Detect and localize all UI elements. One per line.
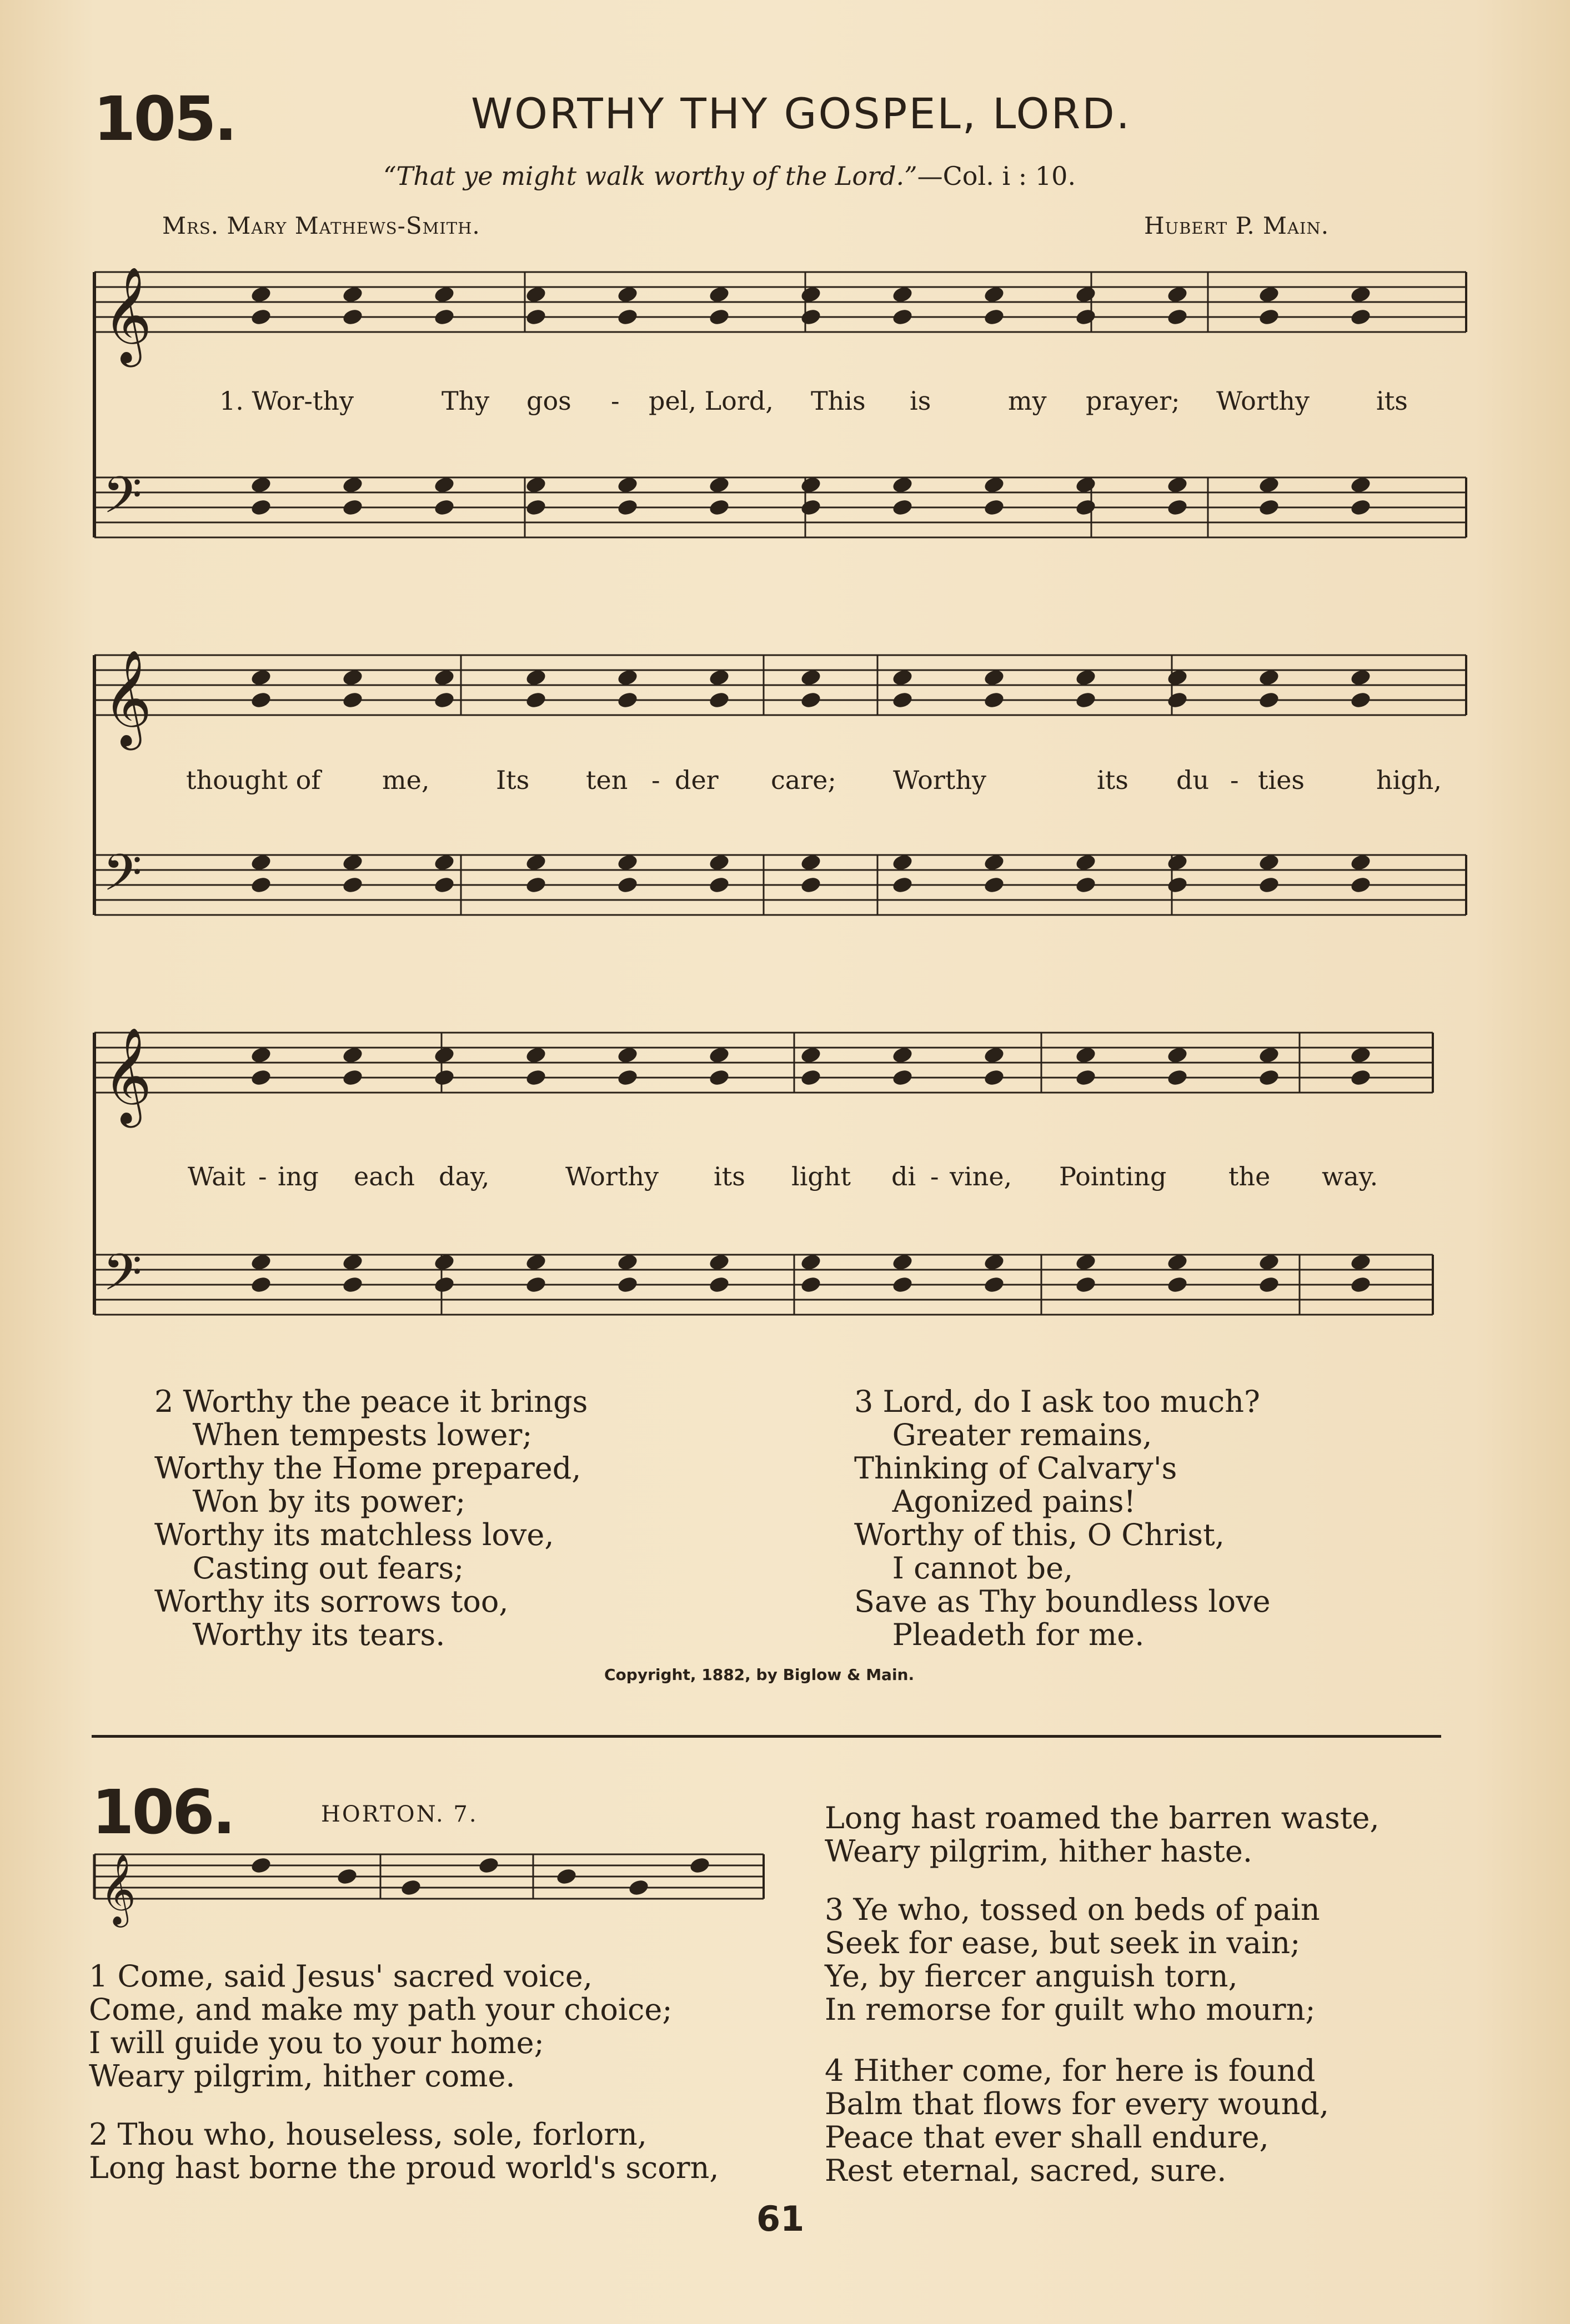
- note-head: [1166, 1275, 1188, 1294]
- note-head: [525, 853, 547, 872]
- note-head: [1166, 1252, 1188, 1271]
- lyric-word: Worthy: [893, 765, 986, 795]
- note-head: [342, 1068, 364, 1087]
- lyric-word: ten: [586, 765, 628, 795]
- note-head: [555, 1867, 578, 1886]
- lyric-word: -: [651, 765, 660, 795]
- note-head: [250, 876, 272, 894]
- clef-glyph: 𝄢: [103, 466, 142, 537]
- lyric-word: This: [811, 386, 866, 416]
- clef-glyph: 𝄞: [100, 1853, 137, 1924]
- hymn-106-verse-2: 2 Thou who, houseless, sole, forlorn, Long hast borne the proud world's scorn,: [89, 2117, 719, 2185]
- hymn-105-title: WORTHY THY GOSPEL, LORD.: [471, 89, 1131, 138]
- note-head: [250, 668, 272, 687]
- note-head: [983, 876, 1005, 894]
- note-head: [1166, 1068, 1188, 1087]
- note-head: [800, 475, 822, 494]
- lyric-word: Thy: [442, 386, 490, 416]
- note-head: [616, 1252, 639, 1271]
- note-head: [1075, 1068, 1097, 1087]
- note-head: [983, 668, 1005, 687]
- note-head: [983, 1275, 1005, 1294]
- note-head: [1258, 668, 1280, 687]
- lyric-word: -: [611, 386, 620, 416]
- note-head: [1350, 498, 1372, 517]
- note-head: [708, 853, 730, 872]
- note-head: [983, 1045, 1005, 1064]
- note-head: [1350, 1068, 1372, 1087]
- note-head: [800, 853, 822, 872]
- copyright-notice: Copyright, 1882, by Biglow & Main.: [604, 1666, 915, 1684]
- hymn-106-verse-4: 4 Hither come, for here is found Balm that flows for every wound, Peace that ever shall endure, Rest eternal, sacred, sure.: [825, 2053, 1330, 2188]
- note-head: [1075, 1275, 1097, 1294]
- note-head: [891, 691, 914, 710]
- note-head: [1350, 1275, 1372, 1294]
- note-head: [891, 308, 914, 326]
- section-divider: [92, 1735, 1441, 1738]
- note-head: [800, 876, 822, 894]
- note-head: [800, 668, 822, 687]
- hymn-106-verse-3: 3 Ye who, tossed on beds of pain Seek for ease, but seek in vain; Ye, by fiercer anguish torn, In remorse for guilt who mourn;: [825, 1892, 1320, 2027]
- note-head: [433, 498, 455, 517]
- hymn-105-author: Mrs. Mary Mathews-Smith.: [162, 212, 480, 239]
- note-head: [250, 1068, 272, 1087]
- hymn-105-verse-3: 3 Lord, do I ask too much? Greater remains, Thinking of Calvary's Agonized pains! Worthy of this, O Christ, I cannot be, Save as Thy boundless love Pleadeth for me.: [854, 1384, 1271, 1652]
- lyric-word: Worthy: [1216, 386, 1310, 416]
- note-head: [708, 1252, 730, 1271]
- note-head: [1166, 308, 1188, 326]
- note-head: [616, 1045, 639, 1064]
- lyric-word: each: [354, 1161, 415, 1191]
- hymn-106-number: 106.: [92, 1777, 234, 1848]
- note-head: [800, 285, 822, 304]
- note-head: [891, 498, 914, 517]
- note-head: [983, 475, 1005, 494]
- note-head: [891, 475, 914, 494]
- note-head: [616, 308, 639, 326]
- note-head: [616, 1068, 639, 1087]
- note-head: [983, 1252, 1005, 1271]
- note-head: [1350, 876, 1372, 894]
- hymn-106-verse-1: 1 Come, said Jesus' sacred voice, Come, and make my path your choice; I will guide you to your home; Weary pilgrim, hither come.: [89, 1959, 673, 2094]
- note-head: [525, 475, 547, 494]
- note-head: [342, 853, 364, 872]
- note-head: [1258, 876, 1280, 894]
- lyric-word: Wait: [188, 1161, 245, 1191]
- lyric-word: is: [910, 386, 931, 416]
- lyric-word: prayer;: [1086, 386, 1180, 416]
- note-head: [1075, 475, 1097, 494]
- note-head: [1258, 853, 1280, 872]
- note-head: [433, 853, 455, 872]
- note-head: [1166, 876, 1188, 894]
- note-head: [800, 691, 822, 710]
- note-head: [1166, 668, 1188, 687]
- note-head: [800, 1068, 822, 1087]
- note-head: [1350, 285, 1372, 304]
- note-head: [628, 1878, 650, 1897]
- note-head: [1350, 668, 1372, 687]
- note-head: [1350, 691, 1372, 710]
- note-head: [983, 285, 1005, 304]
- lyric-word: -: [930, 1161, 939, 1191]
- note-head: [891, 1275, 914, 1294]
- note-head: [891, 876, 914, 894]
- lyric-word: my: [1008, 386, 1047, 416]
- note-head: [1258, 1275, 1280, 1294]
- note-head: [1258, 285, 1280, 304]
- note-head: [342, 1252, 364, 1271]
- note-head: [1075, 1252, 1097, 1271]
- note-head: [433, 1275, 455, 1294]
- lyric-word: Its: [496, 765, 530, 795]
- lyric-word: thought of: [186, 765, 321, 795]
- note-head: [433, 475, 455, 494]
- note-head: [708, 668, 730, 687]
- note-head: [1166, 691, 1188, 710]
- note-head: [525, 876, 547, 894]
- note-head: [1075, 853, 1097, 872]
- note-head: [616, 876, 639, 894]
- note-head: [708, 1068, 730, 1087]
- note-head: [1075, 876, 1097, 894]
- note-head: [250, 691, 272, 710]
- hymn-105-composer: Hubert P. Main.: [1144, 212, 1330, 239]
- lyric-word: way.: [1322, 1161, 1378, 1191]
- note-head: [708, 475, 730, 494]
- lyric-word: vine,: [950, 1161, 1012, 1191]
- note-head: [983, 498, 1005, 517]
- note-head: [1166, 498, 1188, 517]
- note-head: [1258, 498, 1280, 517]
- hymn-106-verse-2-continued: Long hast roamed the barren waste, Weary pilgrim, hither haste.: [825, 1800, 1380, 1869]
- lyric-word: its: [714, 1161, 745, 1191]
- note-head: [708, 498, 730, 517]
- note-head: [891, 1252, 914, 1271]
- note-head: [433, 308, 455, 326]
- note-head: [1350, 1045, 1372, 1064]
- note-head: [250, 1856, 272, 1875]
- note-head: [1075, 691, 1097, 710]
- note-head: [1258, 1045, 1280, 1064]
- note-head: [433, 1045, 455, 1064]
- note-head: [525, 498, 547, 517]
- lyric-word: du: [1176, 765, 1210, 795]
- note-head: [342, 308, 364, 326]
- note-head: [1350, 1252, 1372, 1271]
- note-head: [250, 498, 272, 517]
- note-head: [800, 1252, 822, 1271]
- note-head: [616, 853, 639, 872]
- note-head: [983, 691, 1005, 710]
- note-head: [616, 475, 639, 494]
- note-head: [433, 1068, 455, 1087]
- note-head: [891, 285, 914, 304]
- lyric-word: ing: [278, 1161, 319, 1191]
- note-head: [336, 1867, 358, 1886]
- note-head: [250, 308, 272, 326]
- note-head: [616, 285, 639, 304]
- note-head: [1258, 691, 1280, 710]
- epigraph-quote: “That ye might walk worthy of the Lord.”: [383, 161, 917, 191]
- clef-glyph: 𝄞: [103, 650, 152, 746]
- note-head: [1350, 475, 1372, 494]
- note-head: [800, 498, 822, 517]
- note-head: [616, 498, 639, 517]
- note-head: [525, 1068, 547, 1087]
- note-head: [1075, 1045, 1097, 1064]
- note-head: [616, 691, 639, 710]
- hymn-105-verse-2: 2 Worthy the peace it brings When tempests lower; Worthy the Home prepared, Won by its power; Worthy its matchless love, Casting out fears; Worthy its sorrows too, Worthy its tears.: [154, 1384, 588, 1652]
- note-head: [342, 475, 364, 494]
- note-head: [689, 1856, 711, 1875]
- lyric-word: me,: [382, 765, 430, 795]
- lyric-word: ties: [1258, 765, 1305, 795]
- note-head: [800, 1275, 822, 1294]
- note-head: [891, 853, 914, 872]
- note-head: [342, 876, 364, 894]
- clef-glyph: 𝄞: [103, 1027, 152, 1124]
- lyric-word: its: [1376, 386, 1408, 416]
- note-head: [708, 1275, 730, 1294]
- lyric-word: -: [1230, 765, 1239, 795]
- note-head: [1258, 1068, 1280, 1087]
- note-head: [478, 1856, 500, 1875]
- note-head: [525, 1252, 547, 1271]
- lyric-word: -: [258, 1161, 267, 1191]
- note-head: [250, 1045, 272, 1064]
- note-head: [1166, 1045, 1188, 1064]
- note-head: [891, 1045, 914, 1064]
- note-head: [433, 691, 455, 710]
- note-head: [250, 285, 272, 304]
- note-head: [525, 1045, 547, 1064]
- note-head: [983, 853, 1005, 872]
- note-head: [1258, 1252, 1280, 1271]
- note-head: [342, 1275, 364, 1294]
- note-head: [983, 1068, 1005, 1087]
- note-head: [433, 668, 455, 687]
- lyric-word: its: [1097, 765, 1128, 795]
- note-head: [400, 1878, 422, 1897]
- note-head: [708, 876, 730, 894]
- note-head: [342, 668, 364, 687]
- note-head: [1258, 308, 1280, 326]
- lyric-word: pel, Lord,: [649, 386, 774, 416]
- note-head: [708, 308, 730, 326]
- note-head: [342, 1045, 364, 1064]
- note-head: [1258, 475, 1280, 494]
- note-head: [525, 285, 547, 304]
- note-head: [1075, 308, 1097, 326]
- note-head: [525, 308, 547, 326]
- note-head: [342, 498, 364, 517]
- page-number: 61: [756, 2199, 805, 2239]
- note-head: [1075, 498, 1097, 517]
- lyric-word: di: [891, 1161, 916, 1191]
- note-head: [250, 1252, 272, 1271]
- note-head: [525, 691, 547, 710]
- note-head: [250, 1275, 272, 1294]
- note-head: [616, 668, 639, 687]
- epigraph-reference: —Col. i : 10.: [917, 161, 1076, 191]
- note-head: [891, 1068, 914, 1087]
- note-head: [1075, 285, 1097, 304]
- note-head: [708, 285, 730, 304]
- note-head: [1350, 308, 1372, 326]
- note-head: [1166, 853, 1188, 872]
- note-head: [800, 308, 822, 326]
- note-head: [891, 668, 914, 687]
- note-head: [1166, 285, 1188, 304]
- lyric-word: gos: [526, 386, 571, 416]
- clef-glyph: 𝄞: [103, 266, 152, 363]
- clef-glyph: 𝄢: [103, 1243, 142, 1314]
- lyric-word: 1. Wor-thy: [219, 386, 354, 416]
- lyric-word: day,: [439, 1161, 490, 1191]
- note-head: [342, 691, 364, 710]
- lyric-word: high,: [1376, 765, 1442, 795]
- hymn-106-tune: HORTON. 7.: [321, 1802, 478, 1827]
- note-head: [342, 285, 364, 304]
- note-head: [250, 853, 272, 872]
- note-head: [433, 876, 455, 894]
- note-head: [708, 691, 730, 710]
- note-head: [1350, 853, 1372, 872]
- note-head: [433, 1252, 455, 1271]
- lyric-word: light: [791, 1161, 851, 1191]
- note-head: [250, 475, 272, 494]
- lyric-word: der: [675, 765, 719, 795]
- note-head: [800, 1045, 822, 1064]
- lyric-word: Worthy: [565, 1161, 659, 1191]
- lyric-word: care;: [771, 765, 836, 795]
- note-head: [433, 285, 455, 304]
- clef-glyph: 𝄢: [103, 843, 142, 914]
- hymn-105-number: 105.: [93, 83, 235, 154]
- lyric-word: Pointing: [1059, 1161, 1167, 1191]
- lyric-word: the: [1228, 1161, 1271, 1191]
- note-head: [983, 308, 1005, 326]
- note-head: [1075, 668, 1097, 687]
- note-head: [525, 1275, 547, 1294]
- note-head: [708, 1045, 730, 1064]
- note-head: [1166, 475, 1188, 494]
- note-head: [616, 1275, 639, 1294]
- note-head: [525, 668, 547, 687]
